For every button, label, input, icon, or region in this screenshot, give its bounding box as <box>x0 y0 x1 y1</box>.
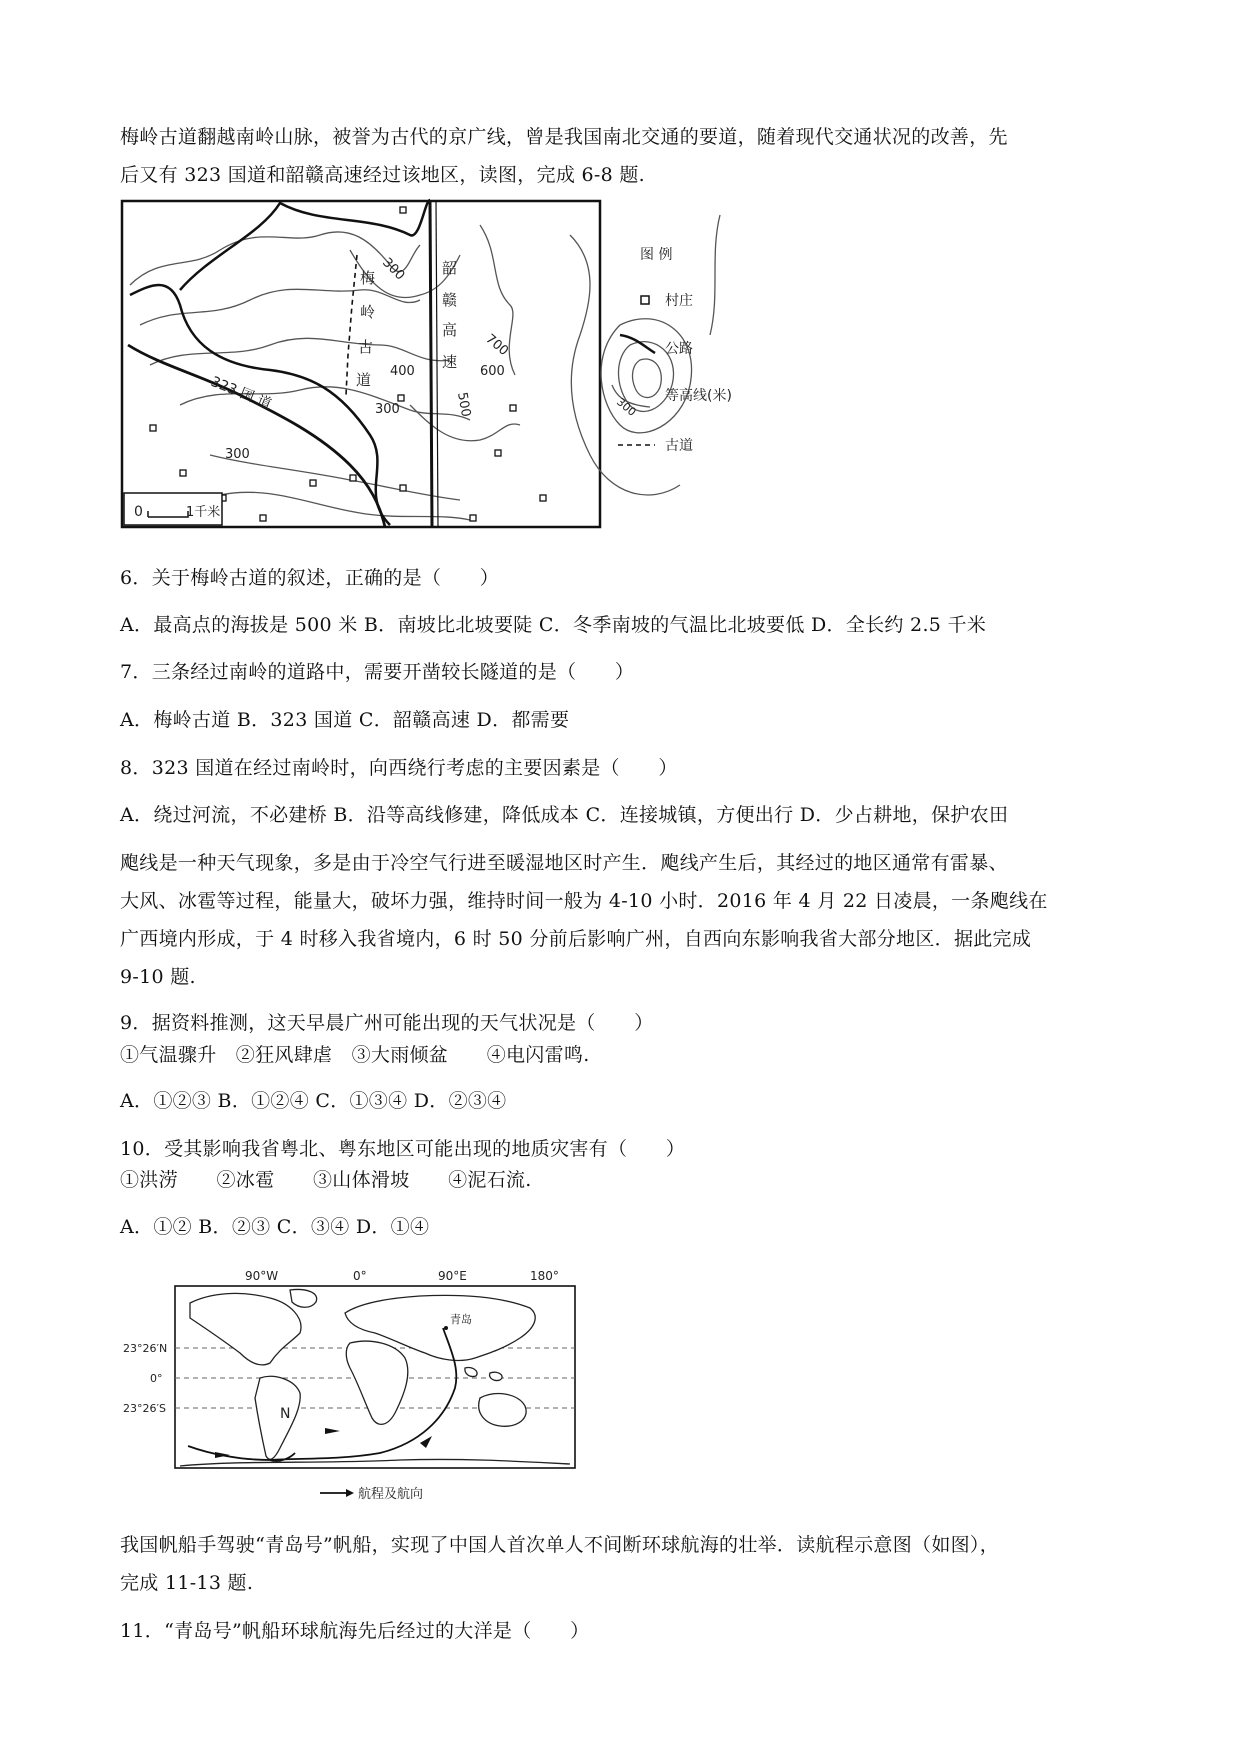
legend-contour: 等高线(米) <box>665 388 732 404</box>
question-10-options: A．①② B．②③ C．③④ D．①④ <box>120 1216 430 1238</box>
voyage-legend: 航程及航向 <box>358 1487 424 1502</box>
contour-label: 300 <box>379 255 408 284</box>
contour-lines <box>130 215 720 520</box>
map-legend <box>612 247 732 454</box>
shaogan-route-label: 赣 <box>442 291 458 309</box>
intro-paragraph-line: 梅岭古道翻越南岭山脉，被誉为古代的京广线，曾是我国南北交通的要道，随着现代交通状况的改善，先 <box>120 126 1008 148</box>
meiling-route-label: 梅 <box>360 269 376 287</box>
longitude-label: 90°E <box>438 1269 467 1283</box>
meiling-route-label: 道 <box>356 371 372 389</box>
longitude-label: 180° <box>530 1269 559 1283</box>
voyage-arrows <box>215 1428 432 1458</box>
contour-label: 500 <box>454 391 474 419</box>
question-8-options: A．绕过河流，不必建桥 B．沿等高线修建，降低成本 C．连接城镇，方便出行 D．少占耕地，保护农田 <box>120 804 1009 826</box>
scale-bar <box>124 493 222 525</box>
contour-label: 300 <box>375 402 400 417</box>
longitude-label: 90°W <box>245 1269 279 1283</box>
question-6-stem: 6．关于梅岭古道的叙述，正确的是（ ） <box>120 567 500 589</box>
question-7-stem: 7．三条经过南岭的道路中，需要开凿较长隧道的是（ ） <box>120 661 635 683</box>
question-9-options: A．①②③ B．①②④ C．①③④ D．②③④ <box>120 1090 507 1112</box>
world-voyage-map <box>120 1268 590 1508</box>
latitude-label: 23°26′S <box>123 1402 166 1415</box>
intro-paragraph-line: 9-10 题. <box>120 966 196 988</box>
question-6-options: A．最高点的海拔是 500 米 B．南坡比北坡要陡 C．冬季南坡的气温比北坡要低 D．全长约 2.5 千米 <box>120 614 987 636</box>
national-road-label: 323 国 道 <box>208 373 274 413</box>
question-8-stem: 8．323 国道在经过南岭时，向西绕行考虑的主要因素是（ ） <box>120 757 678 779</box>
legend-road: 公路 <box>665 341 693 357</box>
ocean-letter-label: N <box>280 1406 291 1422</box>
legend-contour-value: 300 <box>614 395 639 419</box>
meiling-contour-map <box>120 195 760 533</box>
intro-paragraph-line: 广西境内形成，于 4 时移入我省境内，6 时 50 分前后影响广州，自西向东影响我省大部分地区．据此完成 <box>120 928 1032 950</box>
city-label-qingdao: 青岛 <box>450 1313 472 1326</box>
legend-old-road: 古道 <box>665 438 693 454</box>
intro-paragraph-line: 我国帆船手驾驶“青岛号”帆船，实现了中国人首次单人不间断环球航海的壮举．读航程示意图（如图）， <box>120 1534 1000 1556</box>
contour-label: 300 <box>225 447 250 462</box>
contour-label: 600 <box>480 364 505 379</box>
scale-km: 1千米 <box>186 505 221 520</box>
question-11-stem: 11．“青岛号”帆船环球航海先后经过的大洋是（ ） <box>120 1620 590 1642</box>
question-10-stem: 10．受其影响我省粤北、粤东地区可能出现的地质灾害有（ ） <box>120 1138 686 1160</box>
question-9-items: ①气温骤升 ②狂风肆虐 ③大雨倾盆 ④电闪雷鸣. <box>120 1044 590 1066</box>
shaogan-expressway <box>430 201 432 527</box>
intro-paragraph-line: 飑线是一种天气现象，多是由于冷空气行进至暖湿地区时产生．飑线产生后，其经过的地区通常有雷暴、 <box>120 852 1008 874</box>
latitude-label: 23°26′N <box>123 1342 168 1355</box>
legend-title: 图 例 <box>640 247 673 263</box>
meiling-route-label: 岭 <box>360 303 376 321</box>
qingdao-marker <box>444 1326 448 1330</box>
question-10-items: ①洪涝 ②冰雹 ③山体滑坡 ④泥石流. <box>120 1169 532 1191</box>
intro-paragraph-line: 大风、冰雹等过程，能量大，破坏力强，维持时间一般为 4-10 小时．2016 年 4 月 22 日凌晨，一条飑线在 <box>120 890 1048 912</box>
question-7-options: A．梅岭古道 B．323 国道 C．韶赣高速 D．都需要 <box>120 709 570 731</box>
shaogan-route-label: 韶 <box>442 259 458 277</box>
scale-zero: 0 <box>134 504 143 520</box>
question-9-stem: 9．据资料推测，这天早晨广州可能出现的天气状况是（ ） <box>120 1012 654 1034</box>
meiling-route-label: 古 <box>358 338 374 356</box>
intro-paragraph-line: 后又有 323 国道和韶赣高速经过该地区，读图，完成 6-8 题. <box>120 164 645 186</box>
latitude-label: 0° <box>150 1372 163 1385</box>
contour-label: 700 <box>482 331 512 360</box>
contour-label: 400 <box>390 364 415 379</box>
shaogan-route-label: 速 <box>442 353 458 371</box>
intro-paragraph-line: 完成 11-13 题. <box>120 1572 254 1594</box>
legend-village: 村庄 <box>665 293 693 309</box>
longitude-label: 0° <box>353 1269 367 1283</box>
shaogan-route-label: 高 <box>442 321 458 339</box>
boundary-line <box>130 200 430 525</box>
